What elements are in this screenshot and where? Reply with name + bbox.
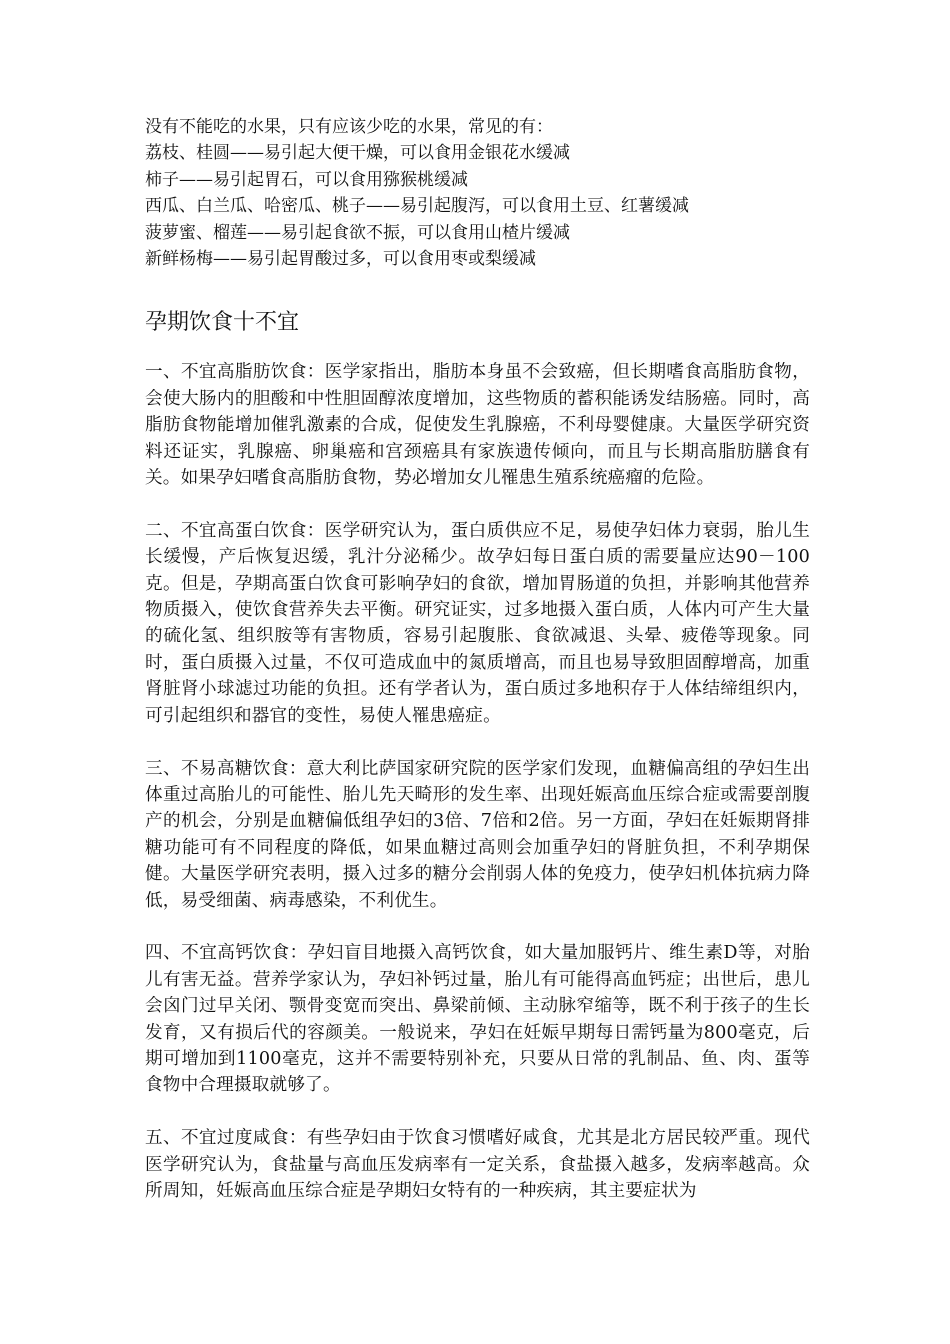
- fruit-intro: 没有不能吃的水果，只有应该少吃的水果，常见的有：: [145, 117, 553, 137]
- paragraph-high-fat: 一、不宜高脂肪饮食：医学家指出，脂肪本身虽不会致癌，但长期嗜食高脂肪食物，会使大肠内的胆酸和中性胆固醇浓度增加，这些物质的蓄积能诱发结肠癌。同时，高脂肪食物能增加催乳激素的合成，促使发生乳腺癌，不利母婴健康。大量医学研究资料还证实，乳腺癌、卵巢癌和宫颈癌具有家族遗传倾向，而且与长期高脂肪膳食有关。如果孕妇嗜食高脂肪食物，势必增加女儿罹患生殖系统癌瘤的危险。: [145, 362, 810, 489]
- fruit-line: 荔枝、桂圆——易引起大便干燥，可以食用金银花水缓减: [145, 143, 570, 164]
- section-title: 孕期饮食十不宜: [145, 310, 300, 336]
- fruit-line: 西瓜、白兰瓜、哈密瓜、桃子——易引起腹泻，可以食用土豆、红薯缓减: [145, 196, 689, 217]
- fruit-line: 菠萝蜜、榴莲——易引起食欲不振，可以食用山楂片缓减: [145, 222, 570, 243]
- fruit-line: 柿子——易引起胃石，可以食用猕猴桃缓减: [145, 169, 468, 190]
- paragraph-high-calcium: 四、不宜高钙饮食：孕妇盲目地摄入高钙饮食，如大量加服钙片、维生素D等，对胎儿有害无益。营养学家认为，孕妇补钙过量，胎儿有可能得高血钙症；出世后，患儿会囟门过早关闭、颚骨变宽而突出、鼻梁前倾、主动脉窄缩等，既不利于孩子的生长发育，又有损后代的容颜美。一般说来，孕妇在妊娠早期每日需钙量为800毫克，后期可增加到1100毫克，这并不需要特别补充，只要从日常的乳制品、鱼、肉、蛋等食物中合理摄取就够了。: [145, 943, 810, 1096]
- paragraph-salty-food: 五、不宜过度咸食：有些孕妇由于饮食习惯嗜好咸食，尤其是北方居民较严重。现代医学研究认为，食盐量与高血压发病率有一定关系，食盐摄入越多，发病率越高。众所周知，妊娠高血压综合症是孕期妇女特有的一种疾病，其主要症状为: [145, 1128, 810, 1201]
- paragraph-high-sugar: 三、不易高糖饮食：意大利比萨国家研究院的医学家们发现，血糖偏高组的孕妇生出体重过高胎儿的可能性、胎儿先天畸形的发生率、出现妊娠高血压综合症或需要剖腹产的机会，分别是血糖偏低组孕妇的3倍、7倍和2倍。另一方面，孕妇在妊娠期肾排糖功能可有不同程度的降低，如果血糖过高则会加重孕妇的肾脏负担，不利孕期保健。大量医学研究表明，摄入过多的糖分会削弱人体的免疫力，使孕妇机体抗病力降低，易受细菌、病毒感染，不利优生。: [145, 758, 810, 911]
- fruit-line: 新鲜杨梅——易引起胃酸过多，可以食用枣或梨缓减: [145, 249, 536, 270]
- document-page: [145, 114, 810, 1204]
- fruit-list: [145, 114, 810, 272]
- paragraph-high-protein: 二、不宜高蛋白饮食：医学研究认为，蛋白质供应不足，易使孕妇体力衰弱，胎儿生长缓慢，产后恢复迟缓，乳汁分泌稀少。故孕妇每日蛋白质的需要量应达90－100克。但是，孕期高蛋白饮食可影响孕妇的食欲，增加胃肠道的负担，并影响其他营养物质摄入，使饮食营养失去平衡。研究证实，过多地摄入蛋白质，人体内可产生大量的硫化氢、组织胺等有害物质，容易引起腹胀、食欲减退、头晕、疲倦等现象。同时，蛋白质摄入过量，不仅可造成血中的氮质增高，而且也易导致胆固醇增高，加重肾脏肾小球滤过功能的负担。还有学者认为，蛋白质过多地积存于人体结缔组织内，可引起组织和器官的变性，易使人罹患癌症。: [145, 520, 810, 726]
